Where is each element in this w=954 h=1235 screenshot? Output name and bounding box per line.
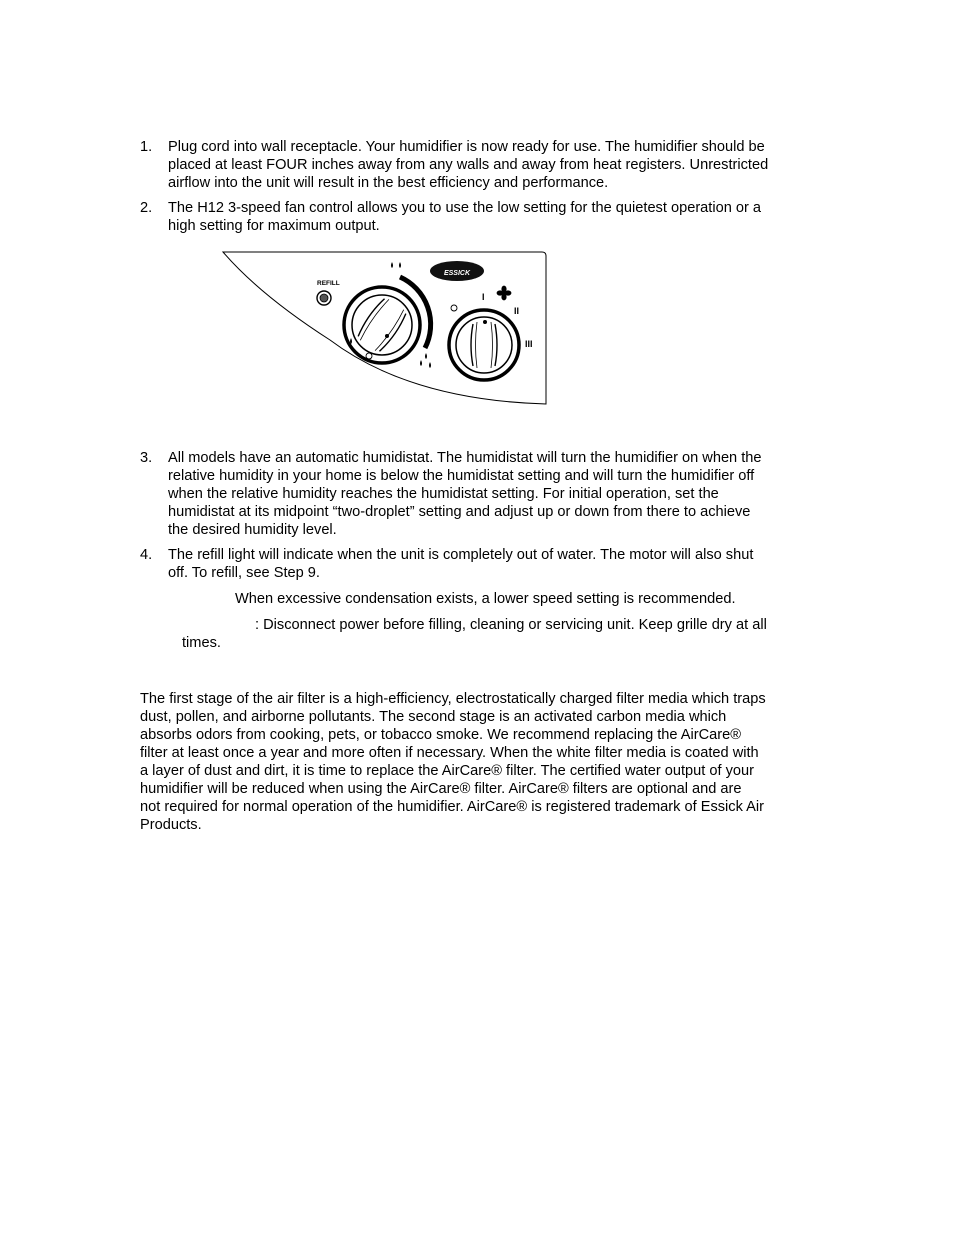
step-1 xyxy=(140,138,820,192)
caution-note-line1: : Disconnect power before filling, cleaning or servicing unit. Keep grille dry at all xyxy=(255,617,767,633)
humidistat-off-marker xyxy=(366,353,372,359)
logo-text: ESSICK xyxy=(443,270,471,277)
aircare-filter-paragraph: The first stage of the air filter is a high-efficiency, electrostatically charged filter media which traps dust, pollen, and airborne pollutants. The second stage is an activated carbon media which absorbs odors from cooking, pets, or tobacco smoke. We recommend replacing the AirCare® filter at least once a year and more often if necessary. When the white filter media is coated with a layer of dust and dirt, it is time to replace the AirCare® filter. The certified water output of your humidifier will be reduced when using the AirCare® filter. AirCare® filters are optional and are not required for normal operation of the humidifier. AirCare® is registered trademark of Essick Air Products. xyxy=(140,691,766,833)
step-text: The H12 3-speed fan control allows you to use the low setting for the quietest operation or a high setting for maximum output. xyxy=(168,200,762,234)
fan-off-marker xyxy=(451,305,457,311)
step-text: All models have an automatic humidistat. The humidistat will turn the humidifier on when the relative humidity in your home is below the humidistat setting and will turn the humidifier off when the relative humidity reaches the humidistat setting. For initial operation, set the humidistat at its midpoint “two-droplet” setting and adjust up or down from there to achieve the desired humidity level. xyxy=(168,450,762,538)
speed-label-high: III xyxy=(525,339,533,349)
step-4 xyxy=(140,546,820,582)
step-number: 2. xyxy=(140,200,153,216)
step-number: 4. xyxy=(140,547,153,563)
speed-label-low: I xyxy=(482,292,485,302)
control-panel-illustration xyxy=(220,250,550,408)
caution-note-line2: times. xyxy=(182,635,221,651)
step-text: The refill light will indicate when the unit is completely out of water. The motor will also shut off. To refill, see Step 9. xyxy=(168,547,754,581)
step-text: Plug cord into wall receptacle. Your humidifier is now ready for use. The humidifier should be placed at least FOUR inches away from any walls and away from heat registers. Unrestricted airflow into the unit will result in the best efficiency and performance. xyxy=(168,139,769,191)
condensation-note: When excessive condensation exists, a lower speed setting is recommended. xyxy=(235,591,736,607)
step-number: 3. xyxy=(140,450,153,466)
humidistat-knob[interactable] xyxy=(344,287,420,363)
refill-label: REFILL xyxy=(317,280,340,287)
step-number: 1. xyxy=(140,139,153,155)
speed-label-medium: II xyxy=(514,306,520,316)
fan-speed-knob[interactable] xyxy=(449,310,519,380)
step-2 xyxy=(140,199,820,235)
step-3 xyxy=(140,449,820,539)
essick-logo xyxy=(430,261,484,281)
